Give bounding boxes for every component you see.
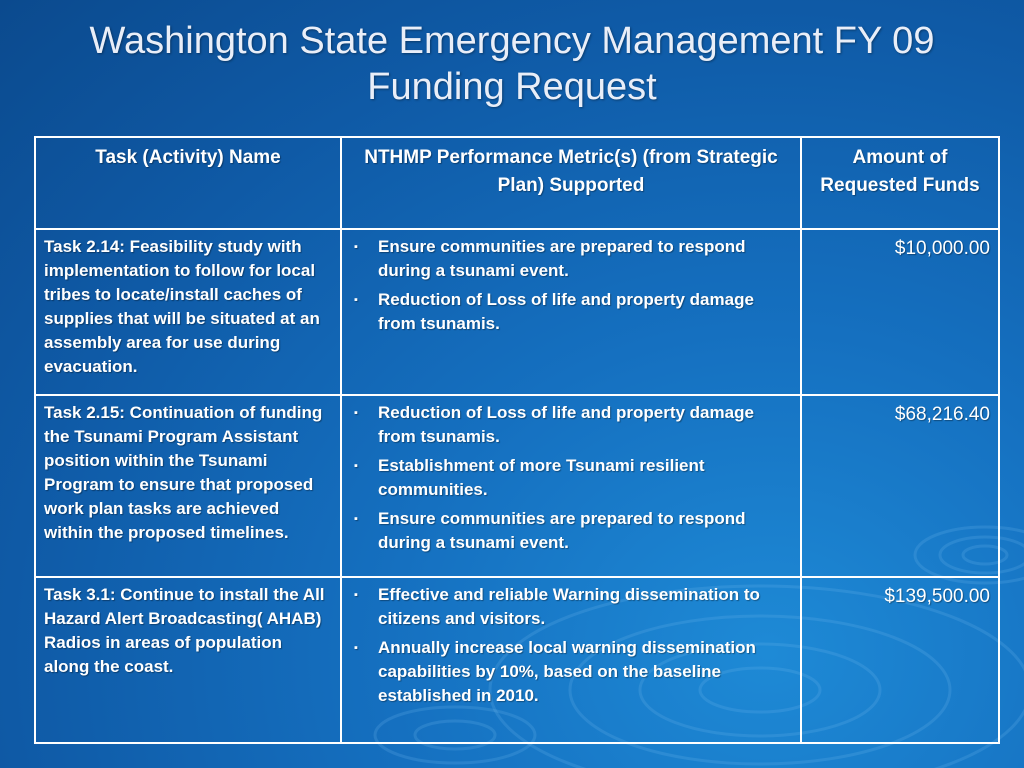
metric-text: Ensure communities are prepared to respond during a tsunami event. [378, 509, 746, 552]
metric-text: Effective and reliable Warning dissemination to citizens and visitors. [378, 585, 760, 628]
square-bullet-icon: ▪ [354, 642, 358, 654]
list-item [350, 401, 792, 449]
task-name-cell: Task 2.15: Continuation of funding the Tsunami Program Assistant position within the Tsunami Program to ensure that proposed work plan tasks are achieved within the proposed timelines. [35, 395, 341, 577]
list-item [350, 454, 792, 502]
metric-text: Establishment of more Tsunami resilient communities. [378, 456, 705, 499]
header-performance-metrics: NTHMP Performance Metric(s) (from Strategic Plan) Supported [341, 137, 801, 229]
metrics-cell [341, 229, 801, 395]
table-row [35, 229, 999, 395]
list-item [350, 583, 792, 631]
list-item [350, 235, 792, 283]
header-task-name: Task (Activity) Name [35, 137, 341, 229]
task-name-cell: Task 2.14: Feasibility study with implementation to follow for local tribes to locate/install caches of supplies that will be situated at an assembly area for use during evacuation. [35, 229, 341, 395]
amount-cell: $139,500.00 [801, 577, 999, 743]
metrics-list [350, 401, 792, 555]
funding-request-table [34, 136, 1000, 744]
metrics-cell [341, 577, 801, 743]
table-row [35, 395, 999, 577]
square-bullet-icon: ▪ [354, 241, 358, 253]
amount-cell: $68,216.40 [801, 395, 999, 577]
slide-title [20, 18, 1004, 110]
header-requested-amount: Amount of Requested Funds [801, 137, 999, 229]
square-bullet-icon: ▪ [354, 513, 358, 525]
task-name-cell: Task 3.1: Continue to install the All Hazard Alert Broadcasting( AHAB) Radios in areas of population along the coast. [35, 577, 341, 743]
metric-text: Annually increase local warning dissemination capabilities by 10%, based on the baseline established in 2010. [378, 638, 756, 705]
list-item [350, 288, 792, 336]
square-bullet-icon: ▪ [354, 407, 358, 419]
list-item [350, 507, 792, 555]
slide-title-line-1: Washington State Emergency Management FY 09 [89, 20, 935, 62]
metric-text: Reduction of Loss of life and property damage from tsunamis. [378, 403, 754, 446]
table-row [35, 577, 999, 743]
square-bullet-icon: ▪ [354, 294, 358, 306]
amount-cell: $10,000.00 [801, 229, 999, 395]
metrics-cell [341, 395, 801, 577]
square-bullet-icon: ▪ [354, 589, 358, 601]
list-item [350, 636, 792, 708]
metric-text: Reduction of Loss of life and property damage from tsunamis. [378, 290, 754, 333]
square-bullet-icon: ▪ [354, 460, 358, 472]
metrics-list [350, 235, 792, 336]
metrics-list [350, 583, 792, 708]
metric-text: Ensure communities are prepared to respond during a tsunami event. [378, 237, 746, 280]
slide-title-line-2: Funding Request [367, 66, 657, 108]
table-header-row [35, 137, 999, 229]
